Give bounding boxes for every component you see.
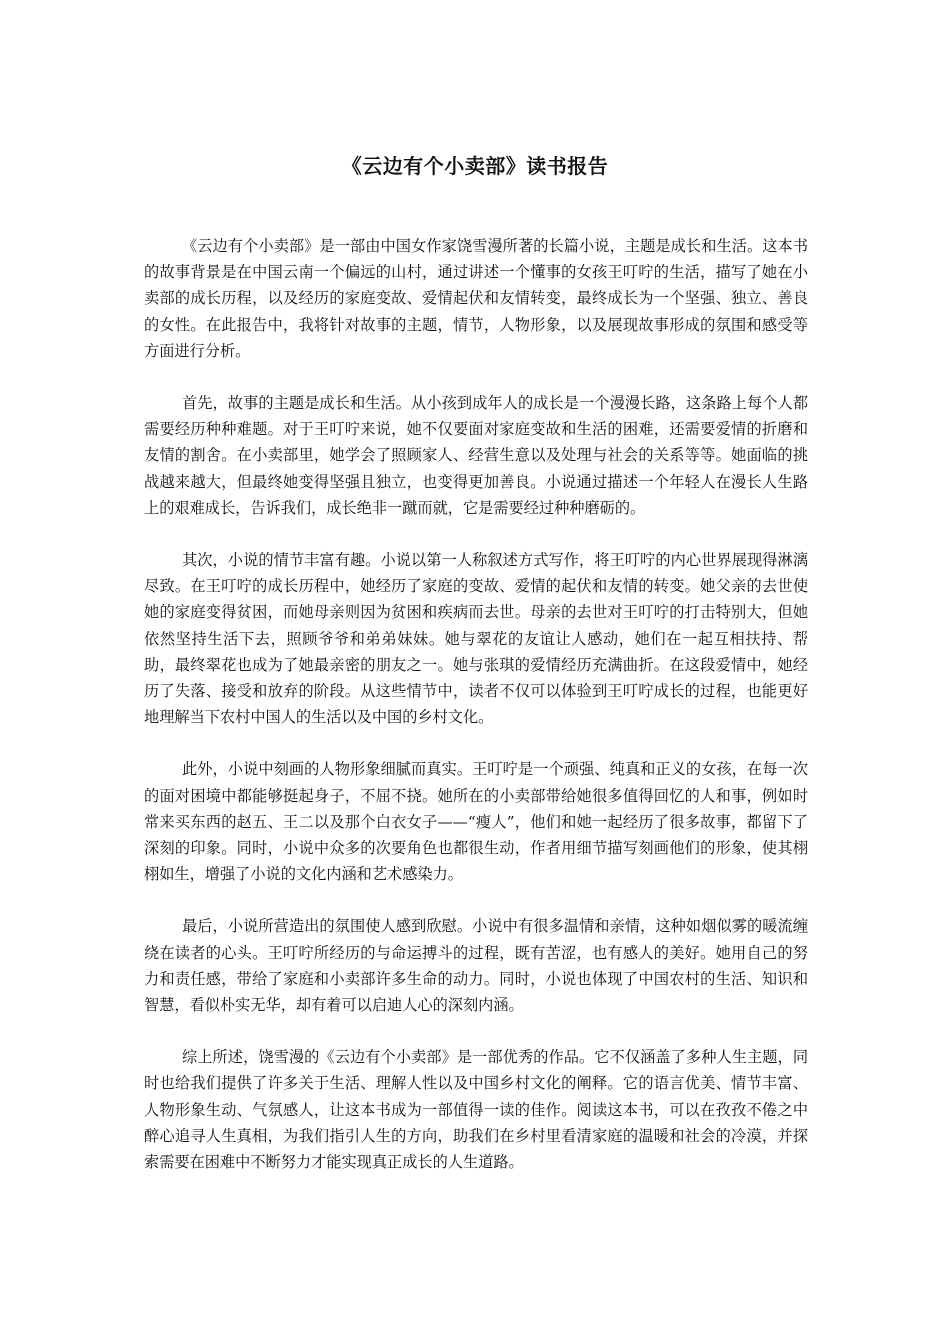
paragraph-plot: 其次，小说的情节丰富有趣。小说以第一人称叙述方式写作，将王叮咛的内心世界展现得淋漓尽致。在王叮咛的成长历程中，她经历了家庭的变故、爱情的起伏和友情的转变。她父亲的去世使她的家庭变得贫困，而她母亲则因为贫困和疾病而去世。母亲的去世对王叮咛的打击特别大，但她依然坚持生活下去，照顾爷爷和弟弟妹妹。她与翠花的友谊让人感动，她们在一起互相扶持、帮助，最终翠花也成为了她最亲密的朋友之一。她与张琪的爱情经历充满曲折。在这段爱情中，她经历了失落、接受和放弃的阶段。从这些情节中，读者不仅可以体验到王叮咛成长的过程，也能更好地理解当下农村中国人的生活以及中国的乡村文化。	[144, 551, 808, 727]
document-body	[144, 233, 808, 1201]
document-title: 《云边有个小卖部》读书报告	[341, 154, 609, 178]
paragraph-intro: 《云边有个小卖部》是一部由中国女作家饶雪漫所著的长篇小说，主题是成长和生活。这本书的故事背景是在中国云南一个偏远的山村，通过讲述一个懂事的女孩王叮咛的生活，描写了她在小卖部的成长历程，以及经历的家庭变故、爱情起伏和友情转变，最终成长为一个坚强、独立、善良的女性。在此报告中，我将针对故事的主题，情节，人物形象，以及展现故事形成的氛围和感受等方面进行分析。	[144, 237, 808, 360]
paragraph-theme: 首先，故事的主题是成长和生活。从小孩到成年人的成长是一个漫漫长路，这条路上每个人都需要经历种种难题。对于王叮咛来说，她不仅要面对家庭变故和生活的困难，还需要爱情的折磨和友情的割舍。在小卖部里，她学会了照顾家人、经营生意以及处理与社会的关系等等。她面临的挑战越来越大，但最终她变得坚强且独立，也变得更加善良。小说通过描述一个年轻人在漫长人生路上的艰难成长，告诉我们，成长绝非一蹴而就，它是需要经过种种磨砺的。	[144, 394, 808, 517]
paragraph-conclusion: 综上所述，饶雪漫的《云边有个小卖部》是一部优秀的作品。它不仅涵盖了多种人生主题，同时也给我们提供了许多关于生活、理解人性以及中国乡村文化的阐释。它的语言优美、情节丰富、人物形象生动、气氛感人，让这本书成为一部值得一读的佳作。阅读这本书，可以在孜孜不倦之中醉心追寻人生真相，为我们指引人生的方向，助我们在乡村里看清家庭的温暖和社会的冷漠，并探索需要在困难中不断努力才能实现真正成长的人生道路。	[144, 1048, 808, 1172]
paragraph-atmosphere: 最后，小说所营造出的氛围使人感到欣慰。小说中有很多温情和亲情，这种如烟似雾的暖流缠绕在读者的心头。王叮咛所经历的与命运搏斗的过程，既有苦涩，也有感人的美好。她用自己的努力和责任感，带给了家庭和小卖部许多生命的动力。同时，小说也体现了中国农村的生活、知识和智慧，看似朴实无华，却有着可以启迪人心的深刻内涵。	[144, 917, 808, 1015]
paragraph-characters: 此外，小说中刻画的人物形象细腻而真实。王叮咛是一个顽强、纯真和正义的女孩，在每一次的面对困境中都能够挺起身子，不屈不挠。她所在的小卖部带给她很多值得回忆的人和事，例如时常来买东西的赵五、王二以及那个白衣女子——“瘦人”，他们和她一起经历了很多故事，都留下了深刻的印象。同时，小说中众多的次要角色也都很生动，作者用细节描写刻画他们的形象，使其栩栩如生，增强了小说的文化内涵和艺术感染力。	[144, 760, 808, 884]
